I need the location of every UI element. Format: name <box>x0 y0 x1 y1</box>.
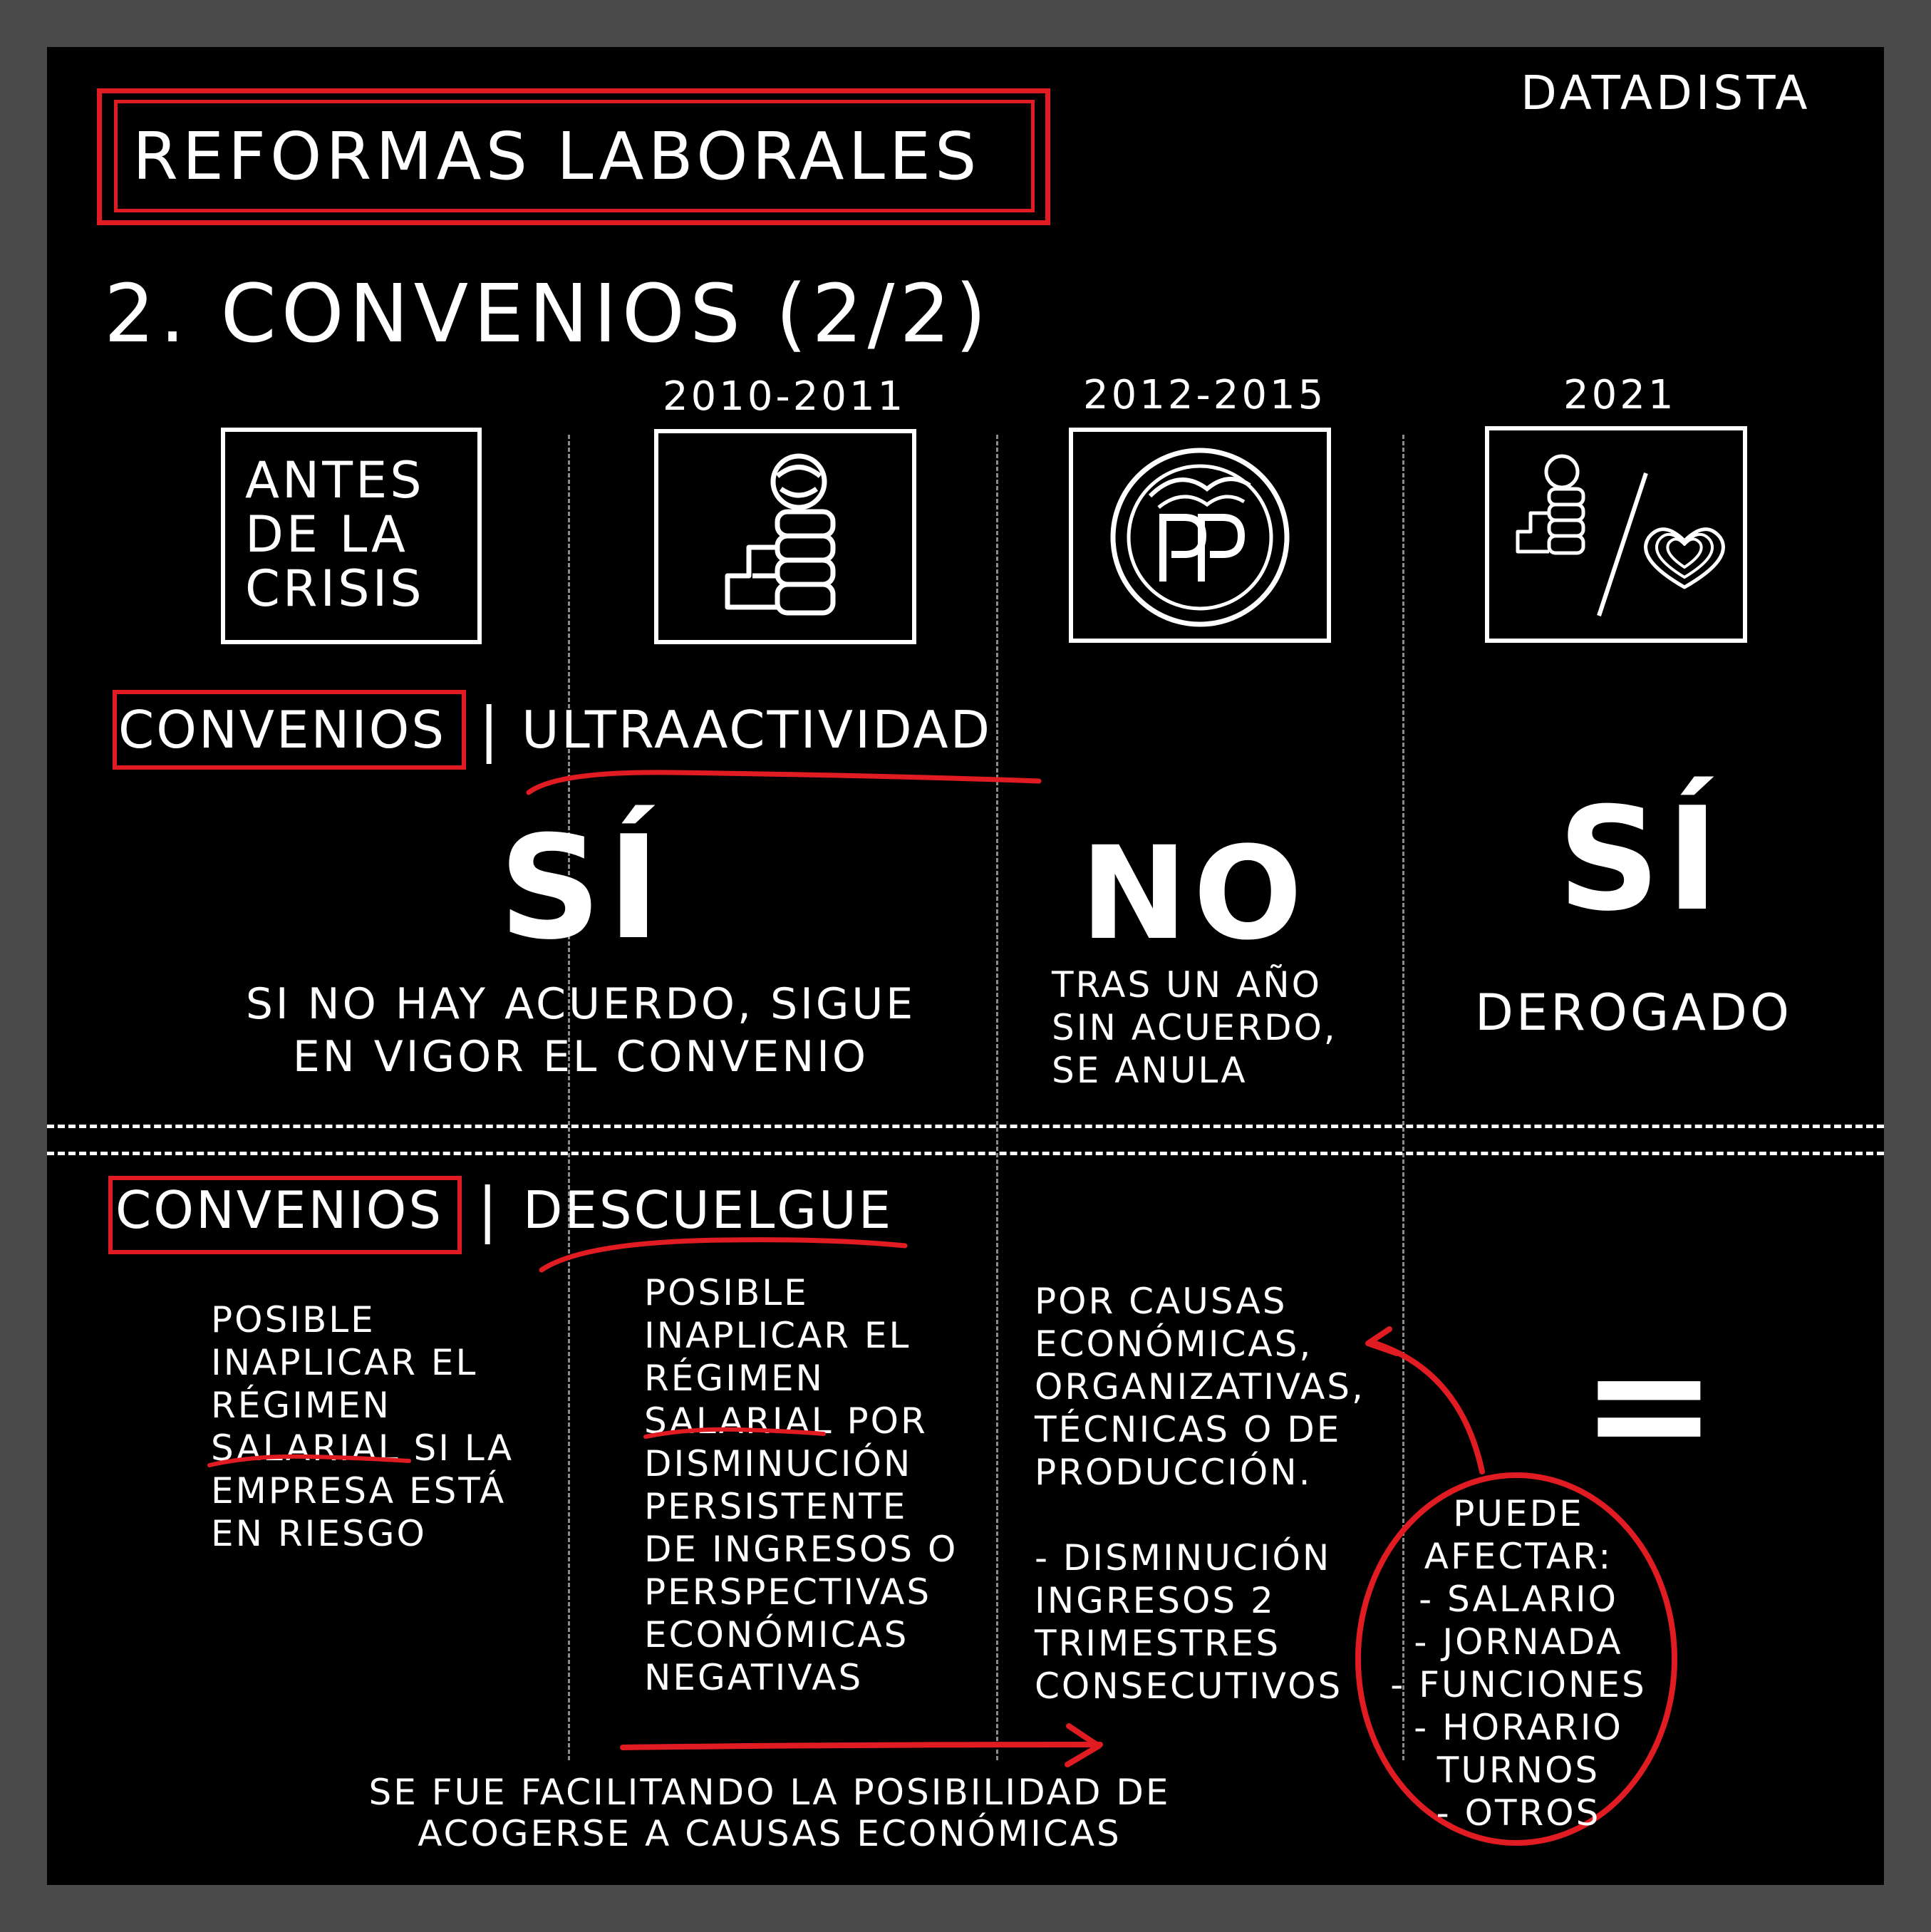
before-crisis-box <box>221 428 482 644</box>
section2-heading: DESCUELGUE <box>523 1180 894 1240</box>
section-divider-bottom <box>47 1152 1884 1155</box>
verdict-si-left: SÍ <box>499 805 666 971</box>
page-title: REFORMAS LABORALES <box>133 118 981 195</box>
page-subtitle: 2. CONVENIOS (2/2) <box>104 268 992 361</box>
descuelgue-2010-2011-text: POSIBLE INAPLICAR EL RÉGIMEN SALARIAL POR DISMINUCIÓN PERSISTENTE DE INGRESOS O PERSPECTIVAS ECONÓMICAS NEGATIVAS <box>644 1272 958 1698</box>
column-divider-2 <box>996 435 998 1760</box>
period-label-2021: 2021 <box>1563 372 1677 418</box>
descuelgue-before-crisis-text: POSIBLE INAPLICAR EL RÉGIMEN SALARIAL SI LA EMPRESA ESTÁ EN RIESGO <box>211 1299 514 1554</box>
section2-tag: CONVENIOS <box>115 1180 444 1240</box>
period-label-2012-2015: 2012-2015 <box>1083 372 1327 418</box>
affects-bubble-text: PUEDE AFECTAR: - SALARIO - JORNADA - FUNCIONES - HORARIO TURNOS - OTROS <box>1390 1493 1647 1834</box>
salarial-underline-2 <box>643 1422 828 1444</box>
section1-heading-underline <box>524 761 1045 797</box>
before-crisis-label: ANTES DE LA CRISIS <box>245 451 425 618</box>
section1-tag: CONVENIOS <box>118 700 447 760</box>
psoe-podemos-box <box>1485 426 1747 643</box>
progression-arrow-icon <box>620 1720 1119 1770</box>
brand-logo: DATADISTA <box>1521 66 1811 120</box>
section1-heading: ULTRAACTIVIDAD <box>522 700 993 760</box>
descuelgue-2012-2015-text: POR CAUSAS ECONÓMICAS, ORGANIZATIVAS, TÉCNICAS O DE PRODUCCIÓN. - DISMINUCIÓN INGRESOS 2 TRIMESTRES CONSECUTIVOS <box>1035 1281 1365 1707</box>
section-divider-top <box>47 1125 1884 1128</box>
section2-heading-underline <box>537 1231 908 1274</box>
psoe-rose-fist-icon <box>710 448 866 626</box>
psoe-podemos-icon <box>1506 445 1734 630</box>
section2-separator: | <box>477 1174 499 1244</box>
psoe-box <box>654 429 916 644</box>
verdict-no: NO <box>1080 820 1308 968</box>
verdict-no-text: TRAS UN AÑO SIN ACUERDO, SE ANULA <box>1052 964 1337 1091</box>
pp-logo-icon <box>1107 439 1293 631</box>
verdict-si-left-text: SI NO HAY ACUERDO, SIGUE EN VIGOR EL CONVENIO <box>245 979 916 1082</box>
verdict-si-right-text: DEROGADO <box>1475 983 1792 1042</box>
footer-note: SE FUE FACILITANDO LA POSIBILIDAD DE ACOGERSE A CAUSAS ECONÓMICAS <box>368 1772 1171 1854</box>
section1-separator: | <box>479 694 501 764</box>
salarial-underline-1 <box>207 1450 413 1471</box>
unchanged-equals-symbol: = <box>1580 1309 1719 1499</box>
pp-box <box>1069 428 1331 643</box>
curved-arrow-icon <box>1347 1326 1511 1482</box>
verdict-si-right: SÍ <box>1558 777 1725 943</box>
column-divider-1 <box>568 435 570 1760</box>
period-label-2010-2011: 2010-2011 <box>663 373 906 420</box>
